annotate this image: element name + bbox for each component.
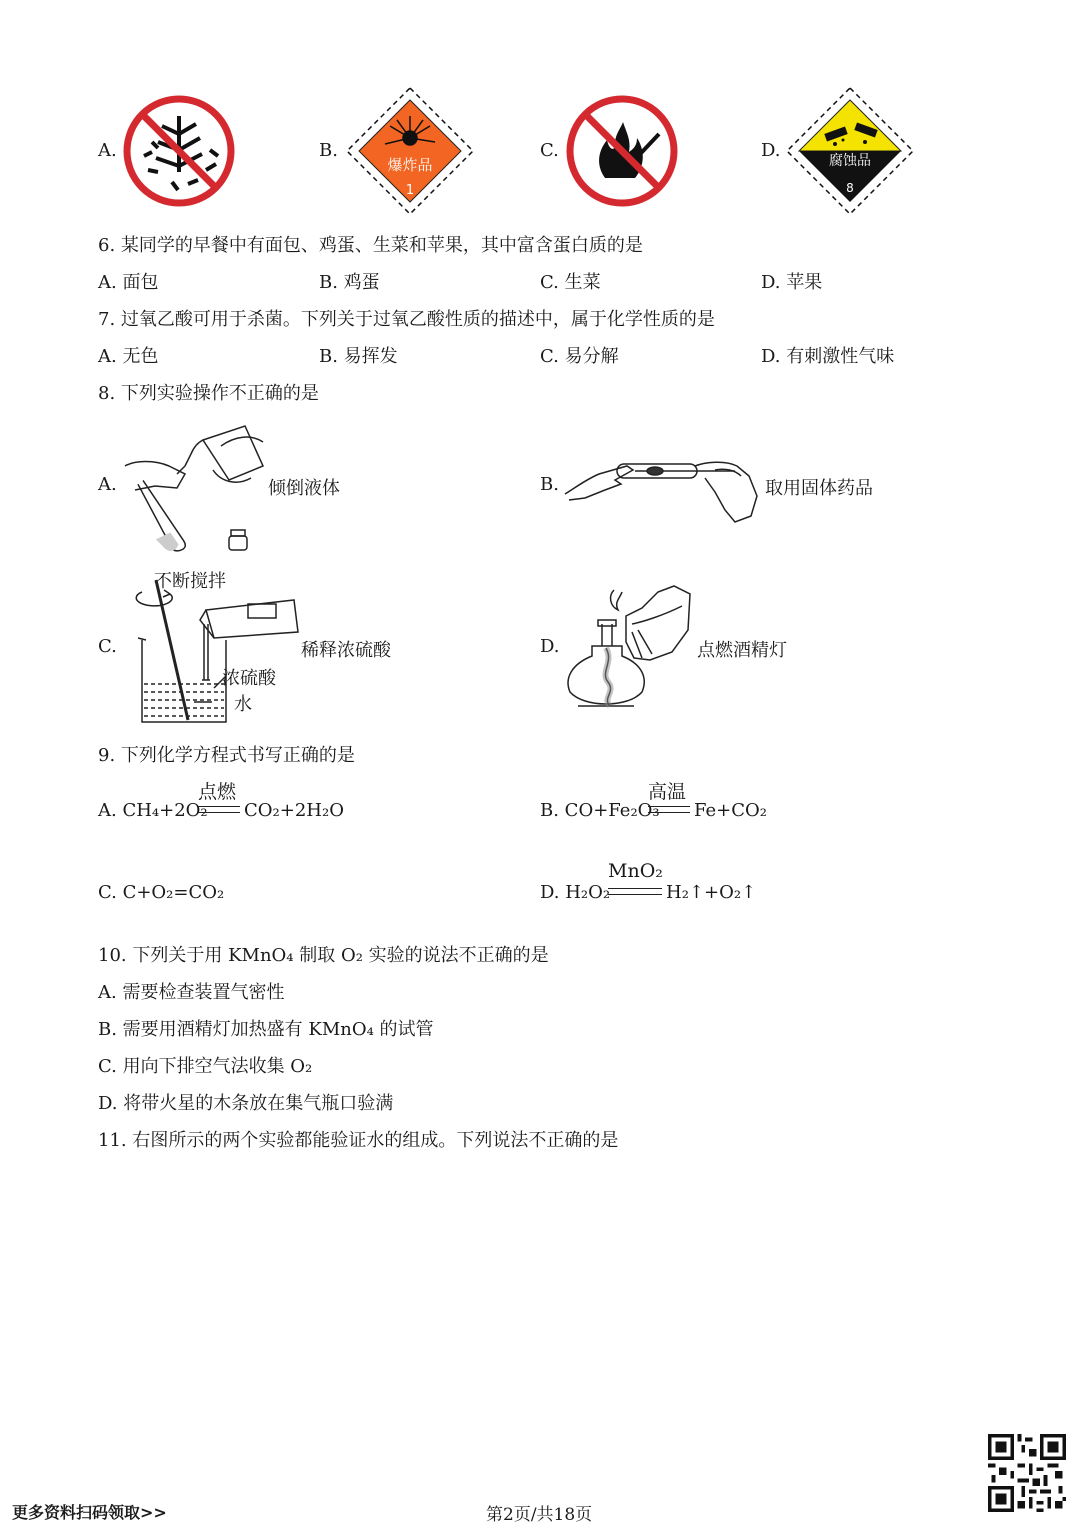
q6-option-c[interactable]: C. 生菜 <box>540 272 601 293</box>
alcohol-lamp-illustration-icon <box>562 582 697 712</box>
q10-option-a[interactable]: A. 需要检查装置气密性 <box>98 982 285 1003</box>
q8-option-c-acid-label: 浓硫酸 <box>222 668 276 689</box>
q6-stem: 6. 某同学的早餐中有面包、鸡蛋、生菜和苹果，其中富含蛋白质的是 <box>98 235 643 256</box>
qr-code-icon[interactable] <box>988 1434 1066 1512</box>
q10-stem: 10. 下列关于用 KMnO₄ 制取 O₂ 实验的说法不正确的是 <box>98 945 549 966</box>
q7-option-d[interactable]: D. 有刺激性气味 <box>761 346 895 367</box>
q8-option-c-label: 稀释浓硫酸 <box>301 640 391 661</box>
q9-option-b-left[interactable]: B. CO+Fe₂O₃ <box>540 800 660 821</box>
acid-dilution-illustration-icon <box>118 580 303 728</box>
q8-option-a-letter[interactable]: A. <box>98 474 117 495</box>
q8-stem: 8. 下列实验操作不正确的是 <box>98 383 319 404</box>
q9-option-a-condition: 点燃 <box>198 781 237 803</box>
q8-option-c-stir-label: 不断搅拌 <box>154 571 226 592</box>
q8-option-d-letter[interactable]: D. <box>540 636 560 657</box>
footer-scan-promo[interactable]: 更多资料扫码领取>> <box>12 1503 167 1522</box>
explosive-sign-number: 1 <box>405 183 415 198</box>
q9-option-d-condition: MnO₂ <box>608 860 663 882</box>
q8-option-b-label: 取用固体药品 <box>765 478 873 499</box>
q6-option-d[interactable]: D. 苹果 <box>761 272 823 293</box>
q9-option-a-right: CO₂+2H₂O <box>244 800 344 821</box>
q9-option-b-equals <box>648 806 690 813</box>
q5-option-c-letter: C. <box>540 140 559 161</box>
q9-option-b-condition: 高温 <box>648 781 687 803</box>
q9-option-a-left[interactable]: A. CH₄+2O₂ <box>98 800 208 821</box>
corrosive-sign-label: 腐蚀品 <box>829 153 871 169</box>
q11-stem: 11. 右图所示的两个实验都能验证水的组成。下列说法不正确的是 <box>98 1130 619 1151</box>
corrosive-hazard-sign-icon <box>785 86 915 216</box>
q9-option-b-right: Fe+CO₂ <box>694 800 767 821</box>
q6-option-a[interactable]: A. 面包 <box>98 272 159 293</box>
q8-option-c-letter[interactable]: C. <box>98 636 117 657</box>
q8-option-c-water-label: 水 <box>234 694 252 715</box>
q8-option-b-letter[interactable]: B. <box>540 474 559 495</box>
no-open-flame-sign-icon <box>565 94 679 208</box>
q9-stem: 9. 下列化学方程式书写正确的是 <box>98 745 355 766</box>
q9-option-d-equals <box>608 888 662 895</box>
explosive-hazard-sign-icon <box>345 86 475 216</box>
corrosive-sign-number: 8 <box>846 181 854 195</box>
q10-option-b[interactable]: B. 需要用酒精灯加热盛有 KMnO₄ 的试管 <box>98 1019 434 1040</box>
q8-option-a-label: 倾倒液体 <box>268 478 340 499</box>
q7-option-a[interactable]: A. 无色 <box>98 346 159 367</box>
q5-option-a-letter: A. <box>98 140 117 161</box>
q7-option-c[interactable]: C. 易分解 <box>540 346 619 367</box>
q10-option-d[interactable]: D. 将带火星的木条放在集气瓶口验满 <box>98 1093 394 1114</box>
q7-option-b[interactable]: B. 易挥发 <box>319 346 398 367</box>
solid-drug-handling-illustration-icon <box>565 440 760 522</box>
q6-option-b[interactable]: B. 鸡蛋 <box>319 272 380 293</box>
q10-option-c[interactable]: C. 用向下排空气法收集 O₂ <box>98 1056 313 1077</box>
pouring-liquid-illustration-icon <box>125 416 270 556</box>
q5-option-d-letter: D. <box>761 140 781 161</box>
footer-page-number: 第2页/共18页 <box>486 1505 593 1525</box>
q9-option-d-right: H₂↑+O₂↑ <box>666 882 757 903</box>
q8-option-d-label: 点燃酒精灯 <box>697 640 787 661</box>
q9-option-d-left[interactable]: D. H₂O₂ <box>540 882 611 903</box>
q7-stem: 7. 过氧乙酸可用于杀菌。下列关于过氧乙酸性质的描述中，属于化学性质的是 <box>98 309 715 330</box>
q5-option-b-letter: B. <box>319 140 338 161</box>
q9-option-c[interactable]: C. C+O₂=CO₂ <box>98 882 225 903</box>
q9-option-a-equals <box>198 806 240 813</box>
explosive-sign-label: 爆炸品 <box>387 156 433 174</box>
no-smoking-pine-sign-icon <box>122 94 236 208</box>
